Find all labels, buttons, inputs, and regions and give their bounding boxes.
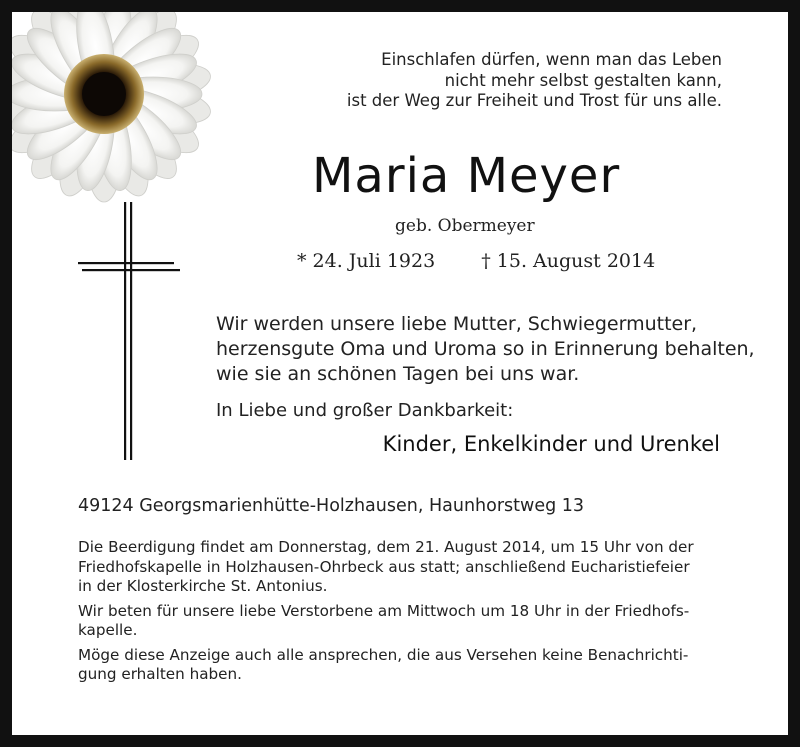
prayer-notice [78, 602, 728, 641]
deceased-name: Maria Meyer [312, 148, 621, 204]
request-notice [78, 646, 728, 685]
birth-name: geb. Obermeyer [395, 216, 535, 236]
message-line: herzensgute Oma und Uroma so in Erinnerung behalten, [216, 338, 755, 360]
notice-line: gung erhalten haben. [78, 665, 242, 683]
notice-line: Die Beerdigung findet am Donnerstag, dem 21. August 2014, um 15 Uhr von der [78, 538, 694, 556]
obituary-notice [12, 12, 788, 735]
cross-icon [78, 202, 180, 462]
message-line: Wir werden unsere liebe Mutter, Schwiegermutter, [216, 313, 698, 335]
birth-date: * 24. Juli 1923 [297, 250, 436, 272]
funeral-notice [78, 538, 728, 597]
poem [347, 50, 722, 112]
thanks-line: In Liebe und großer Dankbarkeit: [216, 400, 514, 421]
notice-line: in der Klosterkirche St. Antonius. [78, 577, 328, 595]
life-dates [297, 250, 655, 272]
poem-line: ist der Weg zur Freiheit und Trost für uns alle. [346, 91, 722, 110]
notice-line: Wir beten für unsere liebe Verstorbene am Mittwoch um 18 Uhr in der Friedhofs- [78, 601, 690, 620]
notice-line: Friedhofskapelle in Holzhausen-Ohrbeck aus statt; anschließend Eucharistiefeier [78, 557, 690, 576]
poem-line: Einschlafen dürfen, wenn man das Leben [381, 50, 722, 69]
memorial-message [216, 312, 755, 387]
notices [78, 538, 728, 690]
family-signature: Kinder, Enkelkinder und Urenkel [382, 432, 720, 456]
address: 49124 Georgsmarienhütte-Holzhausen, Haunhorstweg 13 [78, 496, 585, 516]
notice-line: Möge diese Anzeige auch alle ansprechen, die aus Versehen keine Benachrichti- [78, 645, 689, 664]
death-date: † 15. August 2014 [481, 250, 656, 272]
poem-line: nicht mehr selbst gestalten kann, [444, 70, 722, 90]
notice-line: kapelle. [78, 621, 138, 639]
message-line: wie sie an schönen Tagen bei uns war. [216, 363, 580, 385]
